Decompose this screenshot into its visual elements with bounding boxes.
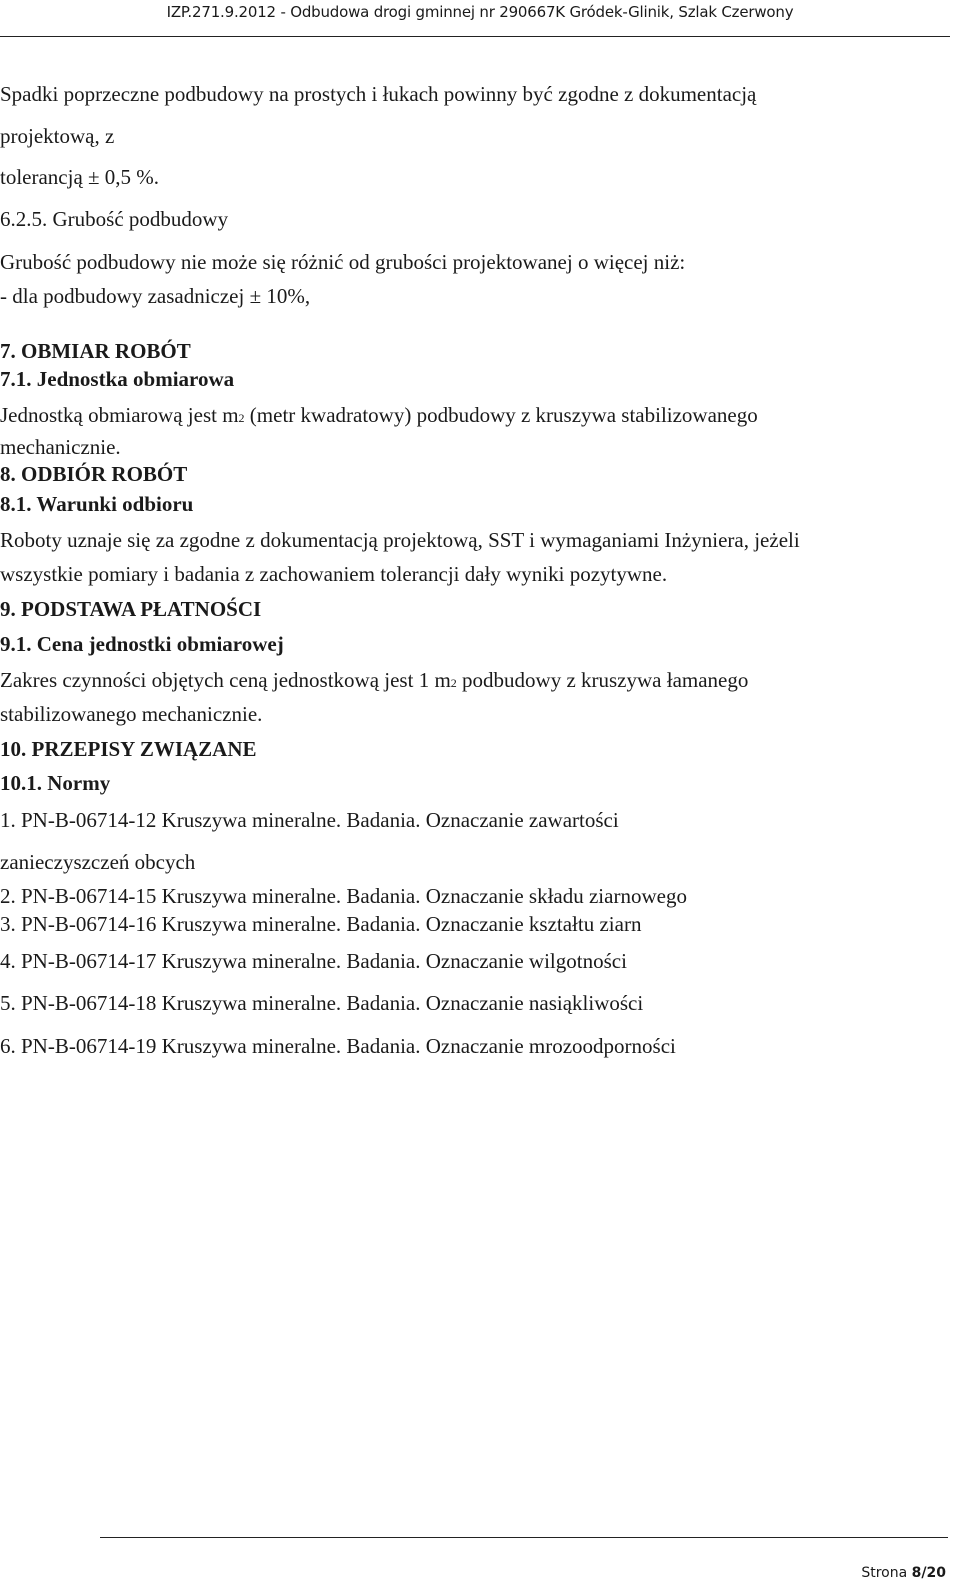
section-heading-7: 7. OBMIAR ROBÓT [0, 339, 191, 363]
text-run: (metr kwadratowy) podbudowy z kruszywa stabilizowanego [244, 403, 758, 427]
paragraph-line: Grubość podbudowy nie może się różnić od grubości projektowanej o więcej niż: [0, 250, 686, 274]
page-header: IZP.271.9.2012 - Odbudowa drogi gminnej nr 290667K Gródek-Glinik, Szlak Czerwony [166, 3, 794, 21]
footer-divider [100, 1537, 948, 1538]
section-heading-7-1: 7.1. Jednostka obmiarowa [0, 367, 235, 391]
header-divider [0, 36, 950, 37]
norm-list-item: 3. PN-B-06714-16 Kruszywa mineralne. Badania. Oznaczanie kształtu ziarn [0, 912, 642, 936]
norm-list-item: 5. PN-B-06714-18 Kruszywa mineralne. Badania. Oznaczanie nasiąkliwości [0, 991, 644, 1015]
section-heading-8-1: 8.1. Warunki odbioru [0, 492, 194, 516]
section-heading-10: 10. PRZEPISY ZWIĄZANE [0, 737, 257, 761]
text-run: podbudowy z kruszywa łamanego [456, 668, 749, 692]
norm-list-item: 6. PN-B-06714-19 Kruszywa mineralne. Badania. Oznaczanie mrozoodporności [0, 1034, 676, 1058]
section-heading-10-1: 10.1. Normy [0, 771, 111, 795]
page-label: Strona [861, 1565, 912, 1581]
text-run: Jednostką obmiarową jest m [0, 403, 239, 427]
text-run: Zakres czynności objętych ceną jednostkową jest 1 m [0, 668, 451, 692]
norm-list-item: zanieczyszczeń obcych [0, 850, 196, 874]
paragraph-line: projektową, z [0, 124, 115, 148]
norm-list-item: 1. PN-B-06714-12 Kruszywa mineralne. Badania. Oznaczanie zawartości [0, 808, 619, 832]
paragraph-line: mechanicznie. [0, 435, 121, 459]
paragraph-line: - dla podbudowy zasadniczej ± 10%, [0, 284, 311, 308]
paragraph-line [0, 668, 748, 695]
paragraph-line: wszystkie pomiary i badania z zachowaniem tolerancji dały wyniki pozytywne. [0, 562, 668, 586]
norm-list-item: 2. PN-B-06714-15 Kruszywa mineralne. Badania. Oznaczanie składu ziarnowego [0, 884, 687, 908]
paragraph-line: Roboty uznaje się za zgodne z dokumentacją projektową, SST i wymaganiami Inżyniera, jeżeli [0, 528, 800, 552]
section-heading-8: 8. ODBIÓR ROBÓT [0, 462, 188, 486]
subscript: 2 [238, 411, 245, 425]
paragraph-line: stabilizowanego mechanicznie. [0, 702, 263, 726]
paragraph-line [0, 403, 758, 430]
page-number [861, 1565, 946, 1581]
section-heading-9: 9. PODSTAWA PŁATNOŚCI [0, 597, 262, 621]
section-heading-6-2-5: 6.2.5. Grubość podbudowy [0, 207, 229, 231]
paragraph-line: tolerancją ± 0,5 %. [0, 165, 160, 189]
subscript: 2 [450, 676, 457, 690]
norm-list-item: 4. PN-B-06714-17 Kruszywa mineralne. Badania. Oznaczanie wilgotności [0, 949, 627, 973]
page-number-value: 8/20 [911, 1565, 946, 1581]
section-heading-9-1: 9.1. Cena jednostki obmiarowej [0, 632, 284, 656]
paragraph-line: Spadki poprzeczne podbudowy na prostych i łukach powinny być zgodne z dokumentacją [0, 82, 757, 106]
